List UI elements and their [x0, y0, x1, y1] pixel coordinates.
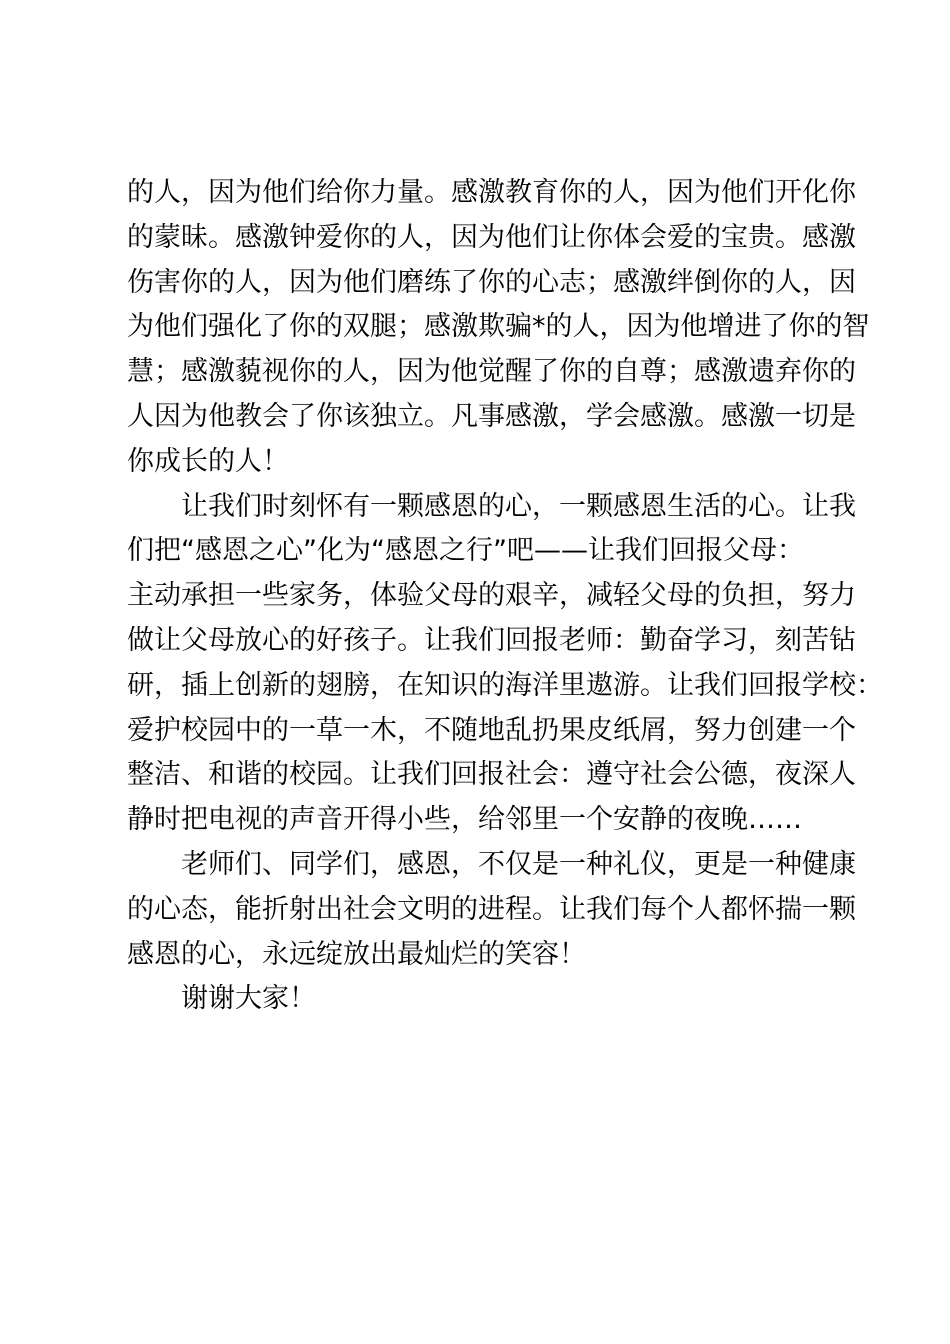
paragraph-2 [127, 485, 883, 843]
text-line: 整洁、和谐的校园。让我们回报社会：遵守社会公德，夜深人 [127, 759, 856, 791]
text-line: 做让父母放心的好孩子。让我们回报老师：勤奋学习，刻苦钻 [127, 624, 856, 656]
text-line: 你成长的人！ [127, 445, 289, 477]
paragraph-1 [127, 171, 870, 485]
text-line: 们把“感恩之心”化为“感恩之行”吧——让我们回报父母： [127, 535, 804, 567]
speech-body [127, 171, 883, 1022]
text-line: 主动承担一些家务，体验父母的艰辛，减轻父母的负担，努力 [127, 580, 856, 612]
text-line: 慧；感激藐视你的人，因为他觉醒了你的自尊；感激遗弃你的 [127, 356, 856, 388]
text-line: 伤害你的人，因为他们磨练了你的心志；感激绊倒你的人，因 [127, 266, 856, 298]
paragraph-4 [127, 977, 847, 1022]
text-line: 的蒙昧。感激钟爱你的人，因为他们让你体会爱的宝贵。感激 [127, 221, 856, 253]
text-line: 研，插上创新的翅膀，在知识的海洋里遨游。让我们回报学校： [127, 669, 883, 701]
text-line: 静时把电视的声音开得小些，给邻里一个安静的夜晚…… [127, 804, 802, 836]
text-line: 感恩的心，永远绽放出最灿烂的笑容！ [127, 938, 586, 970]
text-line: 人因为他教会了你该独立。凡事感激，学会感激。感激一切是 [127, 400, 856, 432]
text-line: 爱护校园中的一草一木，不随地乱扔果皮纸屑，努力创建一个 [127, 714, 856, 746]
text-line: 老师们、同学们，感恩，不仅是一种礼仪，更是一种健康 [181, 848, 856, 880]
text-line: 的人，因为他们给你力量。感激教育你的人，因为他们开化你 [127, 177, 856, 208]
paragraph-3 [127, 843, 856, 977]
text-line: 让我们时刻怀有一颗感恩的心，一颗感恩生活的心。让我 [181, 490, 856, 522]
text-line: 为他们强化了你的双腿；感激欺骗*的人，因为他增进了你的智 [127, 311, 870, 343]
text-line: 的心态，能折射出社会文明的进程。让我们每个人都怀揣一颗 [127, 893, 856, 925]
closing-line: 谢谢大家！ [181, 983, 316, 1015]
